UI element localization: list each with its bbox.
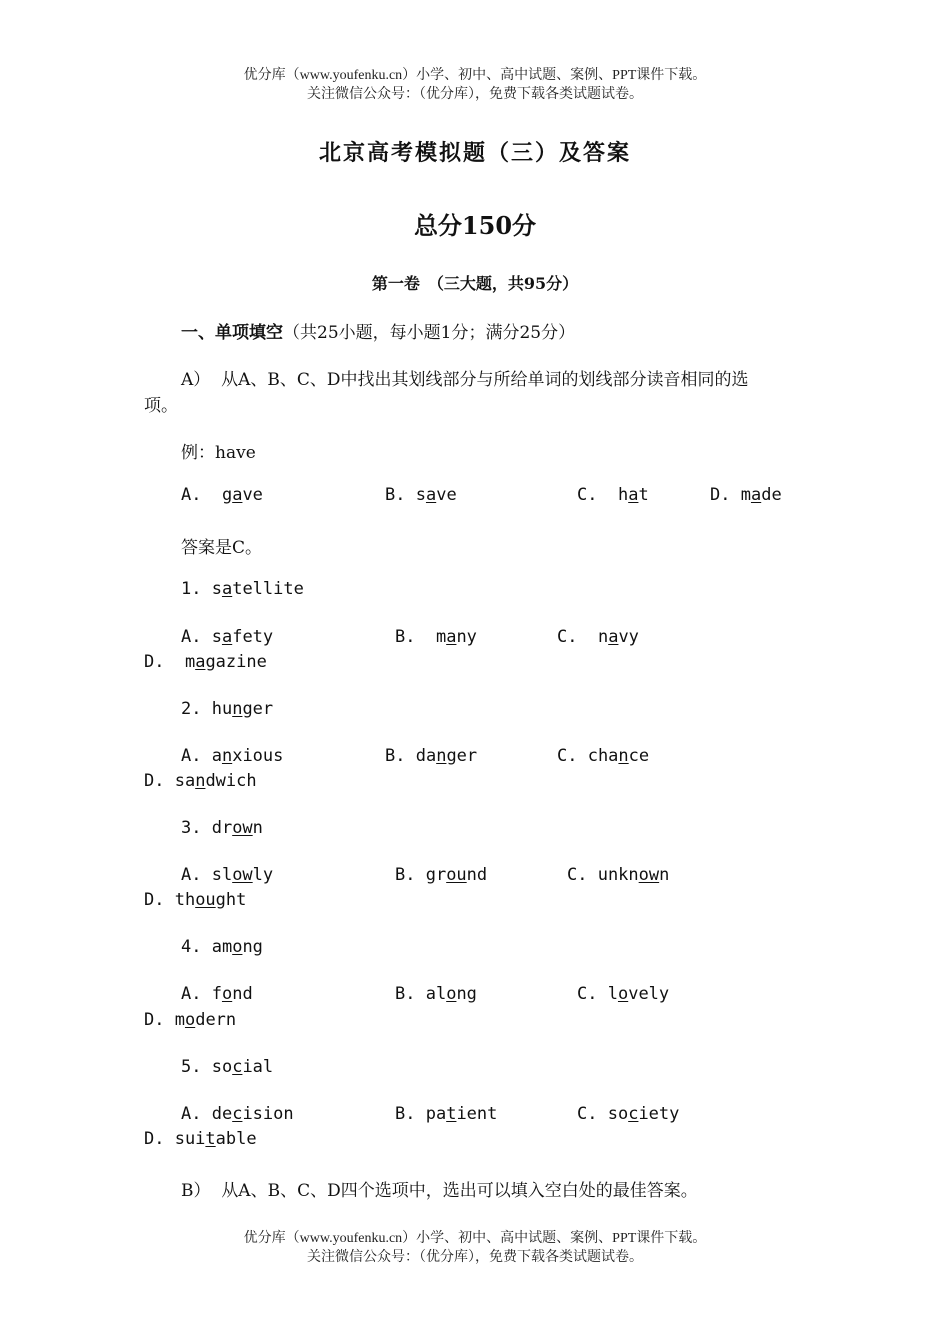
example-label: 例：have (181, 443, 256, 463)
q1-option-c: C. navy (557, 627, 639, 647)
example-option-a: A. gave (181, 485, 263, 505)
q5-option-a: A. decision (181, 1104, 294, 1124)
q2-option-d: D. sandwich (144, 771, 257, 791)
question-4: 4. among (181, 937, 263, 957)
total-score: 总分150分 (413, 211, 537, 240)
section-one-title: 一、单项填空 (181, 323, 283, 343)
q3-option-d: D. thought (144, 890, 247, 910)
q3-option-c: C. unknown (567, 865, 670, 885)
page-header-line-1: 优分库（www.youfenku.cn）小学、初中、高中试题、案例、PPT课件下载。 (243, 68, 707, 83)
q4-option-a: A. fond (181, 984, 253, 1004)
part-a-instruction-line-2: 项。 (144, 396, 178, 416)
q1-option-b: B. many (395, 627, 477, 647)
q5-option-d: D. suitable (144, 1129, 257, 1149)
q2-option-a: A. anxious (181, 746, 284, 766)
q2-option-c: C. chance (557, 746, 650, 766)
q1-option-a: A. safety (181, 627, 274, 647)
q5-option-c: C. society (577, 1104, 680, 1124)
part-b-instruction (181, 1176, 698, 1201)
q3-option-b: B. ground (395, 865, 488, 885)
section-one-heading (181, 318, 575, 343)
part-a-label: A） (181, 370, 211, 390)
example-answer: 答案是C。 (181, 538, 263, 558)
page-header-line-2: 关注微信公众号：（优分库），免费下载各类试题试卷。 (307, 87, 643, 102)
part-b-label: B） (181, 1181, 211, 1201)
q1-option-d: D. magazine (144, 652, 267, 672)
part-one-heading: 第一卷 （三大题，共95分） (371, 274, 579, 293)
example-option-c: C. hat (577, 485, 649, 505)
question-5: 5. social (181, 1057, 274, 1077)
question-3: 3. drown (181, 818, 263, 838)
page-footer-line-2: 关注微信公众号：（优分库），免费下载各类试题试卷。 (307, 1250, 643, 1265)
example-option-d: D. made (710, 485, 782, 505)
q3-option-a: A. slowly (181, 865, 274, 885)
q4-option-c: C. lovely (577, 984, 670, 1004)
part-a-instruction-line-1 (181, 365, 749, 390)
example-option-b: B. save (385, 485, 457, 505)
q4-option-d: D. modern (144, 1010, 237, 1030)
document-title: 北京高考模拟题（三）及答案 (318, 140, 631, 166)
section-one-note: （共25小题，每小题1分；满分25分） (283, 323, 576, 343)
part-a-text: 从A、B、C、D中找出其划线部分与所给单词的划线部分读音相同的选 (221, 370, 749, 390)
q4-option-b: B. along (395, 984, 477, 1004)
q2-option-b: B. danger (385, 746, 478, 766)
page-footer-line-1: 优分库（www.youfenku.cn）小学、初中、高中试题、案例、PPT课件下载。 (243, 1231, 707, 1246)
q5-option-b: B. patient (395, 1104, 498, 1124)
question-2: 2. hunger (181, 699, 274, 719)
part-b-text: 从A、B、C、D四个选项中，选出可以填入空白处的最佳答案。 (221, 1181, 698, 1201)
question-1: 1. satellite (181, 579, 304, 599)
